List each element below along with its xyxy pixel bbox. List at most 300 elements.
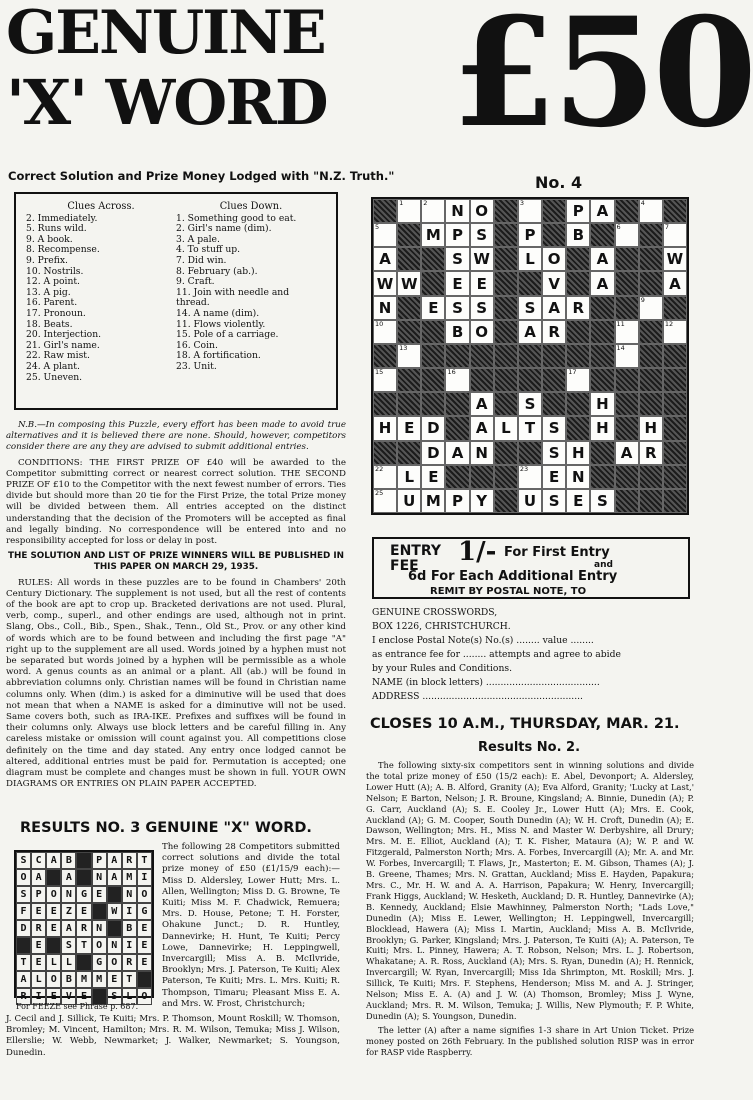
grid-cell-letter: A [475, 395, 488, 414]
grid-cell-number: 3 [519, 199, 525, 207]
clue-down: 14. A name (dim). [176, 307, 260, 319]
mini-grid-cell: N [92, 869, 107, 886]
coupon-attempts-field[interactable]: as entrance fee for ........ attempts and agree to abide [372, 649, 621, 660]
grid-cell[interactable] [590, 247, 614, 271]
grid-cell-letter: H [596, 419, 609, 438]
grid-cell[interactable] [639, 199, 663, 223]
grid-cell-black [470, 368, 494, 392]
grid-cell-letter: R [548, 322, 560, 341]
grid-cell-letter: O [547, 250, 561, 269]
grid-cell-black [518, 368, 542, 392]
grid-cell-black [470, 344, 494, 368]
grid-cell-letter: A [379, 250, 391, 269]
grid-cell-black [421, 320, 445, 344]
grid-cell-black [639, 223, 663, 247]
clue-across: 8. Recompense. [26, 244, 100, 256]
coupon-agreement: by your Rules and Conditions. [372, 663, 512, 674]
grid-cell[interactable] [566, 441, 590, 465]
mini-grid-cell: O [107, 954, 122, 971]
entry-fee-first: For First Entry [504, 545, 610, 560]
clue-across: 9. A book. [26, 233, 73, 245]
grid-cell-letter: B [572, 226, 585, 245]
grid-cell-letter: S [597, 491, 608, 510]
grid-cell[interactable] [470, 489, 494, 513]
grid-cell-black [615, 489, 639, 513]
grid-cell-letter: S [524, 298, 536, 317]
grid-cell-letter: N [451, 202, 464, 221]
grid-cell-black [494, 247, 518, 271]
grid-cell-black [421, 271, 445, 295]
mini-grid-cell: G [76, 886, 91, 903]
entry-fee-additional: 6d For Each Additional Entry [408, 569, 618, 584]
grid-cell[interactable] [542, 489, 566, 513]
grid-cell[interactable] [470, 271, 494, 295]
grid-cell[interactable] [445, 247, 469, 271]
mini-grid-cell: E [46, 988, 61, 1005]
mini-grid-cell-black [46, 869, 61, 886]
grid-cell-black [373, 392, 397, 416]
results-no2-winners: The following sixty-six competitors sent in winning solutions and divide the total prize money of £50 (15/2 each): E. Abel, Devonport; A. Aldersley, Lower Hutt (A); A. B. Alford, Granity (A); Eva Alford, Granity; 'Lucky at Last,' Nelson; E Barton, Nelson; J. R. Broune, Kingsland; A. Binnie, Dunedin (A); P. G. Carr, Auckland (A); S. E. Cooley Jr., Lower Hutt (A); Mrs. E. Cook, Auckland (A); G. M. Cooper, South Dunedin (A); W. H. Croft, Dunedin (A); E. Dawson, Wellington; Mrs. H., Miss N. and Master W. Derbyshire, all Drury; Mrs. M. E. Elliot, Auckland (A); T. K. Fisher, Mataura (A); W. P. and W. Fitzgerald, Palmerston North; Mrs. A. Forbes, Invercargill (A); Mr. A. and Mr. W. Forbes, Invercargill; T. Flaws, Jr., Masterton; E. M. Gibson, Thames (A); J. B. Greene, Thames; Mrs. N. Grattan, Auckland; Miss E. Hayden, Papakura; Mrs. C., Mr. H. W. and A. A. Harrison, Papakura; W. Henry, Invercargill; Frank Higgs, Auckland; W. Hesketh, Auckland; D. R. Huntley, Dannevirke (A); B. Kennedy, Auckland; Elsie Mawhinney, Palmerston North; "Lads Love," Dunedin (A); Miss E. Lewer, Wellington; H. Leppingwell, Invercargill; Blocklead, Hawera (A); Miss I. Martin, Auckland; Miss A. B. McIlvride, Brooklyn; G. Parker, Kingsland; Mrs. J. Paterson, Te Kuiti (A); A. Paterson, Te Kuiti; Mrs. L. Pinney, Hawera; A. T. Robson, Nelson; Mrs. L. J. Robertson, Whakatane; A. R. Ross, Auckland (A); Mrs. S. Ryan, Dunedin (A); H. Rennick, Invercargill; W. Ryan, Invercargill; Miss Ida Shrimpton, Mt. Roskill; Mrs. J. Sillick, Te Kuiti; Mrs. F. Stephens, Henderson; Miss M. and A. J. Stringer, Nelson; Miss E. A. (A) and J. W. (A) Thomson, Bromley; Miss J. Wyne, Auckland; Mrs. R. M. Wilson, Temuka; J. Willis, New Plymouth; F. P. White, Dunedin (A); S. Youngson, Dunedin. [366, 760, 694, 1021]
grid-cell[interactable] [590, 392, 614, 416]
mini-grid-cell-black [107, 920, 122, 937]
mini-grid-cell-black [107, 886, 122, 903]
grid-cell[interactable] [566, 199, 590, 223]
clue-down: 8. February (ab.). [176, 265, 258, 277]
grid-cell[interactable] [542, 247, 566, 271]
grid-cell[interactable] [518, 199, 542, 223]
mini-grid-cell: E [76, 903, 91, 920]
clue-across: 9. Prefix. [26, 254, 68, 266]
grid-cell[interactable] [373, 247, 397, 271]
grid-cell-number: 6 [616, 223, 621, 232]
grid-cell[interactable] [373, 320, 397, 344]
clue-down: 23. Unit. [176, 360, 217, 372]
masthead [0, 0, 753, 165]
grid-cell-letter: A [620, 443, 633, 462]
grid-cell-letter: A [596, 250, 609, 269]
grid-cell[interactable] [518, 247, 542, 271]
grid-cell[interactable] [421, 416, 445, 440]
grid-cell-black [663, 199, 687, 223]
coupon-address-line1: GENUINE CROSSWORDS, [372, 607, 498, 618]
mini-grid-cell-black [92, 903, 107, 920]
mini-grid-cell-black [137, 971, 152, 988]
entry-fee-label: ENTRY FEE [390, 543, 441, 574]
mini-grid-cell: P [92, 852, 107, 869]
puzzle-number: No. 4 [535, 173, 583, 192]
grid-cell-letter: P [452, 491, 464, 510]
mini-grid-cell: A [46, 852, 61, 869]
clue-across: 21. Girl's name. [26, 339, 100, 351]
grid-cell-black [542, 344, 566, 368]
mini-grid-cell: A [61, 920, 76, 937]
grid-cell[interactable] [470, 199, 494, 223]
grid-cell[interactable] [470, 247, 494, 271]
grid-cell-letter: M [425, 491, 441, 510]
mini-grid-cell: L [122, 988, 137, 1005]
grid-cell-letter: P [452, 226, 464, 245]
mini-grid-cell: E [46, 903, 61, 920]
clue-down: thread. [176, 297, 210, 309]
grid-cell-letter: A [596, 202, 609, 221]
grid-cell[interactable] [518, 223, 542, 247]
grid-cell-black [615, 465, 639, 489]
grid-cell[interactable] [373, 489, 397, 513]
grid-cell[interactable] [615, 441, 639, 465]
grid-cell-black [494, 296, 518, 320]
grid-cell-black [590, 465, 614, 489]
grid-cell[interactable] [639, 296, 663, 320]
mini-grid-cell: E [92, 886, 107, 903]
coupon-address-field[interactable]: ADDRESS ....................................................... [372, 691, 583, 702]
grid-cell[interactable] [639, 441, 663, 465]
grid-cell-black [663, 489, 687, 513]
grid-cell[interactable] [397, 489, 421, 513]
grid-cell-black [639, 247, 663, 271]
grid-cell-black [639, 320, 663, 344]
grid-cell-black [566, 416, 590, 440]
grid-cell-number: 7 [664, 223, 669, 232]
coupon-postal-note-field[interactable]: I enclose Postal Note(s) No.(s) ........ value ........ [372, 635, 594, 646]
mini-grid-cell: A [61, 869, 76, 886]
clue-down: 1. Something good to eat. [176, 212, 297, 224]
grid-cell-black [663, 392, 687, 416]
grid-cell[interactable] [494, 416, 518, 440]
grid-cell-number: 5 [375, 223, 380, 232]
grid-cell[interactable] [397, 199, 421, 223]
grid-cell-black [397, 296, 421, 320]
grid-cell-letter: A [669, 274, 681, 293]
clues-across-list [26, 214, 176, 384]
mini-grid-cell: I [122, 903, 137, 920]
results-no2-column [366, 760, 694, 1060]
grid-cell-number: 11 [616, 319, 625, 328]
mini-grid-cell: E [137, 954, 152, 971]
grid-cell[interactable] [542, 296, 566, 320]
grid-cell[interactable] [397, 344, 421, 368]
mini-grid-cell-black [16, 937, 31, 954]
grid-cell-letter: E [573, 491, 584, 510]
grid-cell-black [566, 320, 590, 344]
grid-cell-number: 1 [399, 199, 404, 207]
grid-cell-black [373, 344, 397, 368]
grid-cell-letter: S [548, 419, 560, 438]
grid-cell[interactable] [373, 271, 397, 295]
headline-prize-amount: £50 [452, 0, 753, 161]
grid-cell-black [542, 199, 566, 223]
clues-across-title: Clues Across. [67, 201, 135, 212]
grid-cell-black [615, 271, 639, 295]
mini-grid-cell: R [122, 954, 137, 971]
grid-cell[interactable] [518, 392, 542, 416]
grid-cell-black [494, 223, 518, 247]
grid-cell-black [590, 368, 614, 392]
grid-cell-black [494, 368, 518, 392]
grid-cell[interactable] [542, 416, 566, 440]
mini-grid-cell: E [46, 920, 61, 937]
grid-cell-number: 10 [375, 319, 384, 328]
grid-cell-black [494, 271, 518, 295]
clue-down: 2. Girl's name (dim). [176, 223, 272, 235]
grid-cell[interactable] [542, 465, 566, 489]
grid-cell-black [663, 465, 687, 489]
grid-cell-letter: H [644, 419, 658, 438]
grid-cell[interactable] [470, 223, 494, 247]
grid-cell[interactable] [397, 465, 421, 489]
grid-cell-letter: L [501, 419, 511, 438]
grid-cell[interactable] [542, 271, 566, 295]
mini-grid-cell: E [31, 903, 46, 920]
mini-grid-cell: S [16, 852, 31, 869]
mini-grid-cell: E [137, 937, 152, 954]
entry-fee-amount: 1/- [458, 537, 497, 567]
grid-cell-letter: R [644, 443, 657, 462]
mini-grid-cell: E [107, 971, 122, 988]
grid-cell-number: 25 [375, 488, 384, 497]
grid-cell-letter: M [425, 226, 441, 245]
grid-cell[interactable] [470, 416, 494, 440]
grid-cell[interactable] [663, 271, 687, 295]
mini-grid-cell: G [137, 903, 152, 920]
grid-cell-letter: W [473, 250, 490, 269]
mini-grid-cell: I [31, 988, 46, 1005]
grid-cell[interactable] [590, 416, 614, 440]
grid-cell[interactable] [518, 489, 542, 513]
mini-grid-cell: V [61, 988, 76, 1005]
grid-cell-black [421, 392, 445, 416]
grid-cell[interactable] [663, 247, 687, 271]
mini-grid-cell: E [76, 988, 91, 1005]
grid-cell-black [470, 465, 494, 489]
mini-grid-cell: I [122, 937, 137, 954]
grid-cell-number: 17 [568, 368, 577, 377]
grid-cell-letter: S [452, 250, 463, 269]
grid-cell-black [421, 247, 445, 271]
clue-down: 15. Pole of a carriage. [176, 329, 279, 341]
grid-cell-black [373, 199, 397, 223]
grid-cell[interactable] [542, 320, 566, 344]
clue-across: 17. Pronoun. [26, 307, 86, 319]
mini-grid-cell: O [46, 971, 61, 988]
grid-cell-number: 4 [640, 199, 645, 207]
grid-cell-letter: S [476, 298, 488, 317]
grid-cell[interactable] [421, 296, 445, 320]
grid-cell[interactable] [421, 223, 445, 247]
entry-coupon [372, 606, 692, 704]
grid-cell[interactable] [373, 465, 397, 489]
clue-down: 11. Flows violently. [176, 318, 266, 330]
grid-cell[interactable] [518, 465, 542, 489]
mini-grid-cell: A [107, 852, 122, 869]
entry-fee-box [372, 537, 690, 599]
clues-down-title: Clues Down. [219, 201, 283, 212]
grid-cell-letter: P [572, 202, 584, 221]
grid-cell[interactable] [445, 271, 469, 295]
mini-grid-cell: E [31, 937, 46, 954]
grid-cell-number: 22 [375, 464, 384, 473]
grid-cell[interactable] [566, 489, 590, 513]
grid-cell[interactable] [566, 296, 590, 320]
grid-cell[interactable] [445, 489, 469, 513]
grid-cell[interactable] [566, 368, 590, 392]
grid-cell[interactable] [421, 441, 445, 465]
mini-grid-cell: M [92, 971, 107, 988]
grid-cell[interactable] [590, 489, 614, 513]
grid-cell-letter: N [572, 467, 585, 486]
grid-cell[interactable] [470, 320, 494, 344]
mini-grid-cell: T [137, 852, 152, 869]
grid-cell-black [639, 271, 663, 295]
grid-cell-letter: A [475, 419, 488, 438]
grid-cell-black [397, 392, 421, 416]
grid-cell-black [639, 465, 663, 489]
grid-cell[interactable] [470, 441, 494, 465]
grid-cell[interactable] [518, 320, 542, 344]
grid-cell[interactable] [639, 416, 663, 440]
grid-cell-black [518, 271, 542, 295]
grid-cell[interactable] [615, 344, 639, 368]
grid-cell-number: 2 [423, 199, 428, 207]
grid-cell-black [397, 320, 421, 344]
mini-grid-cell: E [137, 920, 152, 937]
clue-across: 20. Interjection. [26, 329, 102, 341]
grid-cell[interactable] [470, 392, 494, 416]
entry-remit-instruction: REMIT BY POSTAL NOTE, TO [430, 586, 587, 597]
mini-grid-cell: M [76, 971, 91, 988]
grid-cell-black [542, 223, 566, 247]
clue-across: 12. A point. [26, 276, 80, 288]
grid-cell[interactable] [445, 296, 469, 320]
mini-grid-cell: R [16, 988, 31, 1005]
results-no3-title: RESULTS NO. 3 GENUINE "X" WORD. [20, 820, 312, 836]
results-no3-winners-continued: J. Cecil and J. Sillick, Te Kuiti; Mrs. P. Thomson, Mount Roskill; W. Thomson, Bromley; M. Vincent, Hamilton; Mrs. R. M. Wilson, Temuka; Miss J. Wilson, Ellerslie; W. Webb, Newmarket; J. Walker, Newmarket; S. Youngson, Dunedin. [6, 1014, 340, 1058]
grid-cell-letter: D [427, 443, 440, 462]
grid-cell-black [397, 247, 421, 271]
grid-cell-black [494, 465, 518, 489]
grid-cell[interactable] [445, 199, 469, 223]
grid-cell-letter: O [475, 202, 489, 221]
grid-cell-black [615, 368, 639, 392]
grid-cell[interactable] [445, 223, 469, 247]
mini-grid-cell-black [76, 954, 91, 971]
mini-grid-cell: S [61, 937, 76, 954]
grid-cell-black [615, 392, 639, 416]
grid-cell-letter: H [378, 419, 392, 438]
grid-cell[interactable] [590, 271, 614, 295]
grid-cell-black [494, 344, 518, 368]
mini-grid-cell: O [137, 988, 152, 1005]
grid-cell-black [397, 441, 421, 465]
grid-cell-black [590, 296, 614, 320]
grid-cell-black [421, 344, 445, 368]
grid-cell[interactable] [615, 320, 639, 344]
grid-cell[interactable] [615, 223, 639, 247]
results-no3-grid-caption: For FEEZE see Phrase p. 687. [16, 1002, 139, 1011]
clue-across: 24. A plant. [26, 360, 80, 372]
grid-cell-number: 12 [664, 319, 674, 328]
grid-cell-letter: T [524, 419, 536, 438]
clue-across: 2. Immediately. [26, 212, 98, 224]
grid-cell-black [445, 344, 469, 368]
grid-cell[interactable] [373, 416, 397, 440]
tagline: Correct Solution and Prize Money Lodged with "N.Z. Truth." [8, 169, 395, 183]
grid-cell[interactable] [421, 489, 445, 513]
grid-cell-black [397, 368, 421, 392]
mini-grid-cell: O [137, 886, 152, 903]
mini-grid-cell: N [92, 920, 107, 937]
coupon-name-field[interactable]: NAME (in block letters) ....................................... [372, 677, 600, 688]
grid-cell[interactable] [566, 223, 590, 247]
grid-cell-letter: P [524, 226, 536, 245]
grid-cell-letter: O [475, 322, 489, 341]
grid-cell-letter: R [572, 298, 585, 317]
closing-date: CLOSES 10 A.M., THURSDAY, MAR. 21. [370, 716, 680, 732]
clues-down-list [176, 214, 326, 373]
mini-grid-cell: C [31, 852, 46, 869]
grid-cell-letter: A [451, 443, 464, 462]
grid-cell[interactable] [663, 223, 687, 247]
grid-cell[interactable] [518, 296, 542, 320]
grid-cell[interactable] [663, 320, 687, 344]
grid-cell[interactable] [470, 296, 494, 320]
mini-grid-cell: A [16, 971, 31, 988]
grid-cell[interactable] [421, 465, 445, 489]
grid-cell[interactable] [566, 465, 590, 489]
grid-cell[interactable] [373, 296, 397, 320]
clue-down: 16. Coin. [176, 339, 218, 351]
grid-cell-black [397, 223, 421, 247]
mini-grid-cell: R [76, 920, 91, 937]
grid-cell[interactable] [373, 368, 397, 392]
grid-cell[interactable] [542, 441, 566, 465]
grid-cell-letter: A [548, 298, 560, 317]
mini-grid-cell: S [107, 988, 122, 1005]
mini-grid-cell: B [122, 920, 137, 937]
clues-box [14, 192, 338, 410]
mini-grid-cell: N [61, 886, 76, 903]
mini-grid-cell: N [107, 937, 122, 954]
grid-cell[interactable] [397, 271, 421, 295]
grid-cell-black [518, 344, 542, 368]
grid-cell[interactable] [445, 368, 469, 392]
results-no3-winners: The following 28 Competitors submitted correct solutions and divide the total prize money of £50 (£1/15/9 each):—Miss D. Aldersley, Lower Hutt; Mrs. L. Allen, Wellington; Miss D. G. Browne, Te Kuiti; Miss M. F. Chadwick, Remuera; Mrs. D. House, Petone; T. H. Forster, Ohakune Junct.; D. R. Huntley, Dannevirke; H. Hunt, Te Kuiti; Percy Lowe, Dannevirke; H. Leppingwell, Invercargill; Miss A. B. McIlvride, Brooklyn; Mrs. J. Paterson, Te Kuiti; Alex Paterson, Te Kuiti; Mrs. L. Mrs. Kuiti; R. Thompson, Timaru; Pleasant Miss E. A. and Mrs. W. Frost, Christchurch; [162, 842, 340, 1009]
mini-grid-cell: S [16, 886, 31, 903]
grid-cell[interactable] [518, 416, 542, 440]
grid-cell[interactable] [445, 441, 469, 465]
grid-cell-letter: E [549, 467, 560, 486]
mini-grid-cell: R [31, 920, 46, 937]
grid-cell[interactable] [397, 416, 421, 440]
clue-across: 25. Uneven. [26, 371, 83, 383]
clue-down: 11. Join with needle and [176, 286, 290, 298]
grid-cell-letter: Y [476, 491, 488, 510]
grid-cell-black [663, 296, 687, 320]
mini-grid-cell: D [16, 920, 31, 937]
mini-grid-cell: F [16, 903, 31, 920]
grid-cell[interactable] [590, 199, 614, 223]
grid-cell-number: 9 [640, 295, 645, 304]
clue-down: 7. Did win. [176, 254, 227, 266]
mini-grid-cell: R [122, 852, 137, 869]
grid-cell[interactable] [445, 320, 469, 344]
grid-cell-letter: A [596, 274, 609, 293]
grid-cell[interactable] [421, 199, 445, 223]
grid-cell[interactable] [373, 223, 397, 247]
grid-cell-letter: N [475, 443, 488, 462]
grid-cell-black [566, 271, 590, 295]
grid-cell-letter: N [378, 298, 392, 317]
grid-cell-letter: L [525, 250, 535, 269]
